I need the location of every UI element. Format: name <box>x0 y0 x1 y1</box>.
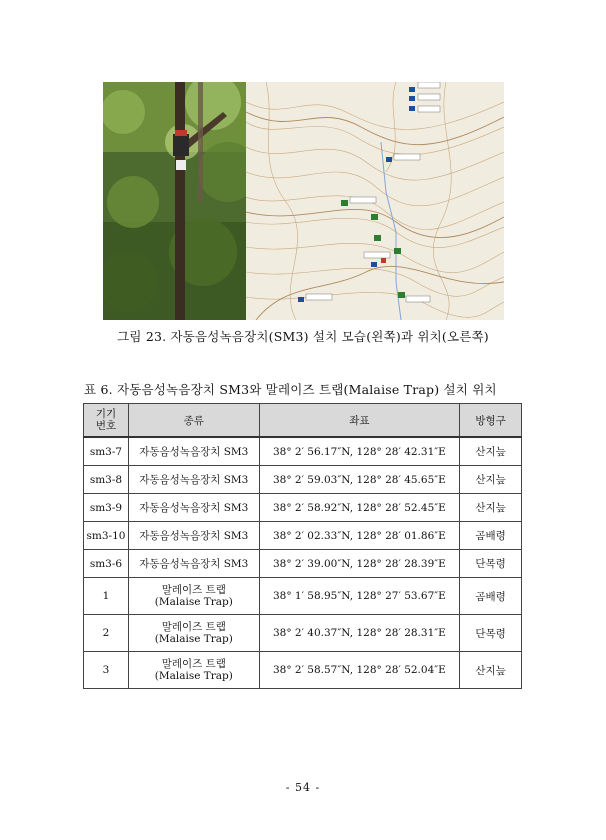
table-row <box>84 578 522 615</box>
cell-coord: 38° 2′ 39.00″N, 128° 28′ 28.39″E <box>259 550 459 578</box>
cell-id: sm3-7 <box>84 437 129 466</box>
cell-site: 산지늪 <box>460 494 522 522</box>
cell-coord: 38° 2′ 02.33″N, 128° 28′ 01.86″E <box>259 522 459 550</box>
cell-site: 단목령 <box>460 550 522 578</box>
cell-type-line2: (Malaise Trap) <box>154 670 233 682</box>
cell-id: sm3-8 <box>84 466 129 494</box>
table-title: 표 6. 자동음성녹음장치 SM3와 말레이즈 트랩(Malaise Trap) 설치 위치 <box>84 382 497 397</box>
table-row <box>84 466 522 494</box>
cell-coord: 38° 2′ 40.37″N, 128° 28′ 28.31″E <box>259 615 459 652</box>
cell-type: 자동음성녹음장치 SM3 <box>128 494 259 522</box>
forest-photo <box>103 82 246 320</box>
topographic-map-icon <box>246 82 504 320</box>
table-row <box>84 550 522 578</box>
forest-photo-icon <box>103 82 246 320</box>
cell-type-line1: 말레이즈 트랩 <box>161 584 226 596</box>
cell-type-line2: (Malaise Trap) <box>154 596 233 608</box>
cell-type-line1: 말레이즈 트랩 <box>161 621 226 633</box>
cell-site: 산지늪 <box>460 437 522 466</box>
cell-id: 2 <box>84 615 129 652</box>
cell-type: 자동음성녹음장치 SM3 <box>128 550 259 578</box>
cell-type: 자동음성녹음장치 SM3 <box>128 522 259 550</box>
cell-id: sm3-6 <box>84 550 129 578</box>
cell-site: 산지늪 <box>460 652 522 689</box>
cell-coord: 38° 2′ 59.03″N, 128° 28′ 45.65″E <box>259 466 459 494</box>
cell-coord: 38° 2′ 58.92″N, 128° 28′ 52.45″E <box>259 494 459 522</box>
page-number: - 54 - <box>285 781 321 794</box>
table-row <box>84 494 522 522</box>
cell-site: 곰배령 <box>460 578 522 615</box>
figure-caption: 그림 23. 자동음성녹음장치(SM3) 설치 모습(왼쪽)과 위치(오른쪽) <box>117 329 489 344</box>
cell-coord: 38° 1′ 58.95″N, 128° 27′ 53.67″E <box>259 578 459 615</box>
header-site: 방형구 <box>460 404 522 438</box>
cell-site: 곰배령 <box>460 522 522 550</box>
cell-site: 산지늪 <box>460 466 522 494</box>
header-coord: 좌표 <box>259 404 459 438</box>
header-id-line2: 번호 <box>95 420 117 432</box>
cell-id: 1 <box>84 578 129 615</box>
table-header-row <box>84 404 522 438</box>
cell-id: sm3-9 <box>84 494 129 522</box>
topographic-map <box>246 82 504 320</box>
cell-coord: 38° 2′ 56.17″N, 128° 28′ 42.31″E <box>259 437 459 466</box>
cell-type-line1: 말레이즈 트랩 <box>161 658 226 670</box>
cell-id: 3 <box>84 652 129 689</box>
cell-id: sm3-10 <box>84 522 129 550</box>
installation-table <box>83 403 522 689</box>
cell-type: 자동음성녹음장치 SM3 <box>128 437 259 466</box>
cell-type <box>128 578 259 615</box>
header-id-line1: 기기 <box>95 408 117 420</box>
figure-23 <box>103 82 504 320</box>
table-row <box>84 615 522 652</box>
cell-site: 단목령 <box>460 615 522 652</box>
table-row <box>84 522 522 550</box>
header-id <box>84 404 129 438</box>
cell-type: 자동음성녹음장치 SM3 <box>128 466 259 494</box>
table-row <box>84 437 522 466</box>
table-row <box>84 652 522 689</box>
header-type: 종류 <box>128 404 259 438</box>
cell-type <box>128 652 259 689</box>
cell-type <box>128 615 259 652</box>
cell-type-line2: (Malaise Trap) <box>154 633 233 645</box>
cell-coord: 38° 2′ 58.57″N, 128° 28′ 52.04″E <box>259 652 459 689</box>
